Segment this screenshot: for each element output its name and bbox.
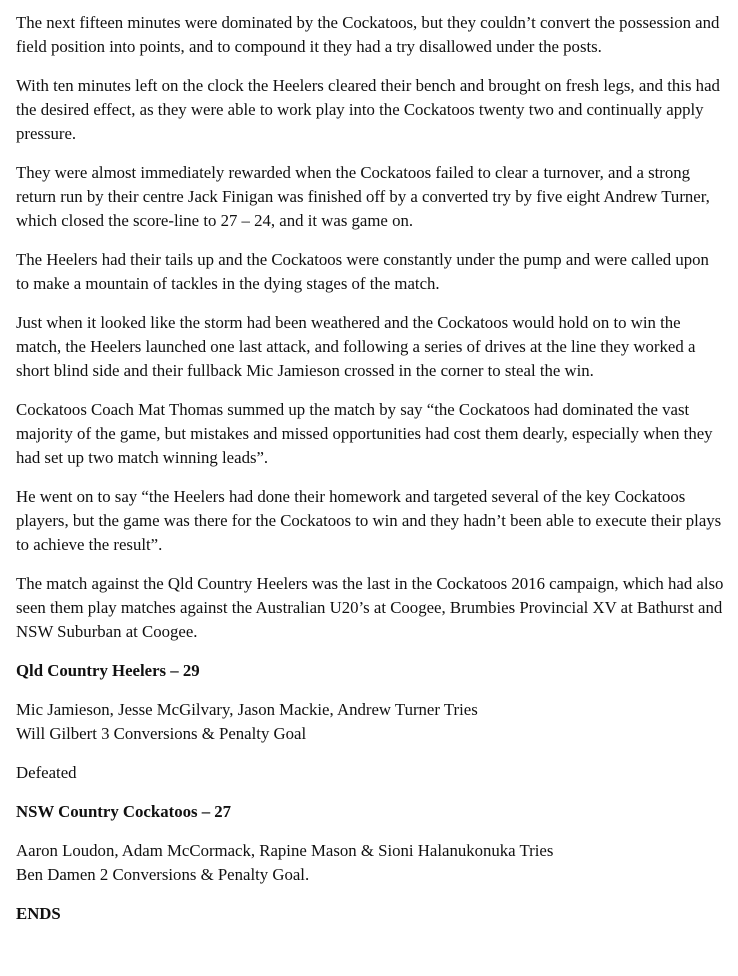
paragraph-2: With ten minutes left on the clock the Heelers cleared their bench and brought on fresh legs, and this had the desired effect, as they were able to work play into the Cockatoos twenty two and continually apply pressure. [16,76,720,143]
loser-tries: Aaron Loudon, Adam McCormack, Rapine Mason & Sioni Halanukonuka Tries [16,841,554,860]
paragraph-8: The match against the Qld Country Heelers was the last in the Cockatoos 2016 campaign, which had also seen them play matches against the Australian U20’s at Coogee, Brumbies Provincial XV at Bathurst and NSW Suburban at Coogee. [16,574,724,641]
loser-scorers [16,839,726,887]
paragraph-5: Just when it looked like the storm had been weathered and the Cockatoos would hold on to win the match, the Heelers launched one last attack, and following a series of drives at the line they worked a short blind side and their fullback Mic Jamieson crossed in the corner to steal the win. [16,313,696,380]
winner-heading: Qld Country Heelers – 29 [16,661,200,680]
paragraph-6: Cockatoos Coach Mat Thomas summed up the match by say “the Cockatoos had dominated the vast majority of the game, but mistakes and missed opportunities had cost them dearly, especially when they had set up two match winning leads”. [16,400,713,467]
paragraph-7: He went on to say “the Heelers had done their homework and targeted several of the key Cockatoos players, but the game was there for the Cockatoos to win and they hadn’t been able to execute their plays to achieve the result”. [16,487,722,554]
defeated-label: Defeated [16,763,77,782]
paragraph-3: They were almost immediately rewarded when the Cockatoos failed to clear a turnover, and a strong return run by their centre Jack Finigan was finished off by a converted try by five eight Andrew Turner, which closed the score-line to 27 – 24, and it was game on. [16,163,710,230]
paragraph-4: The Heelers had their tails up and the Cockatoos were constantly under the pump and were called upon to make a mountain of tackles in the dying stages of the match. [16,250,709,293]
loser-heading: NSW Country Cockatoos – 27 [16,802,232,821]
winner-tries: Mic Jamieson, Jesse McGilvary, Jason Mackie, Andrew Turner Tries [16,700,478,719]
winner-goals: Will Gilbert 3 Conversions & Penalty Goal [16,724,307,743]
end-marker: ENDS [16,904,61,923]
winner-scorers [16,698,726,746]
paragraph-1: The next fifteen minutes were dominated by the Cockatoos, but they couldn’t convert the possession and field position into points, and to compound it they had a try disallowed under the posts. [16,13,720,56]
article-body [16,11,726,941]
loser-goals: Ben Damen 2 Conversions & Penalty Goal. [16,865,310,884]
